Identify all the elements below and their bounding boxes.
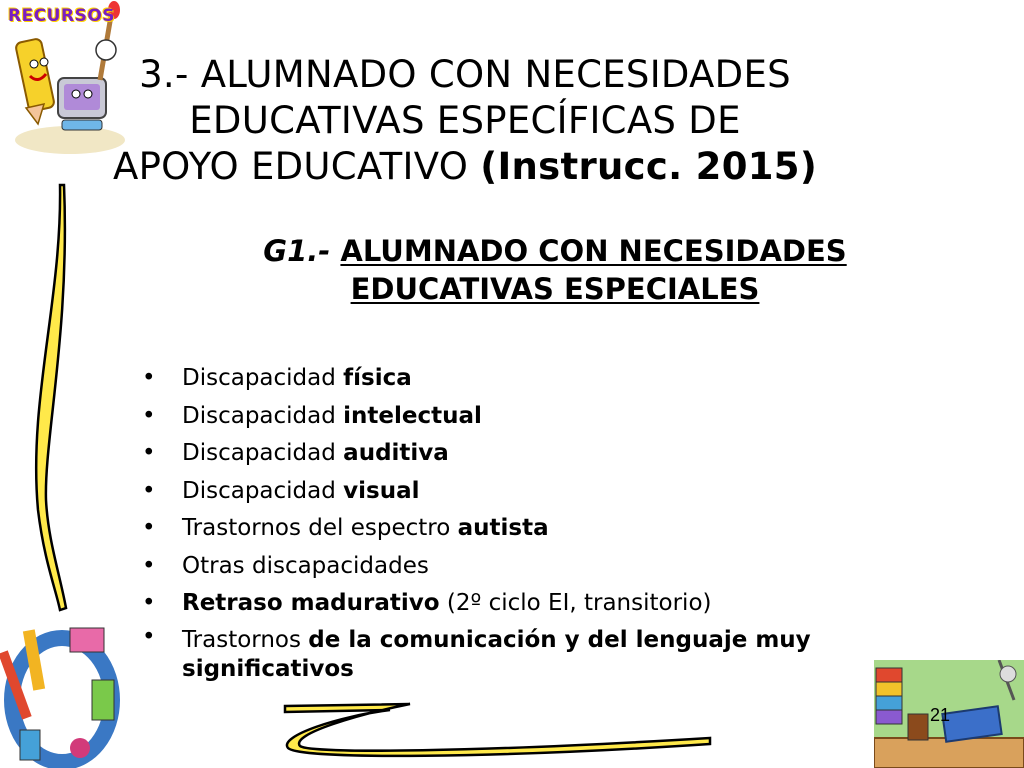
list-item	[140, 585, 880, 623]
logo-text: RECURSOS	[8, 6, 116, 26]
list-item	[140, 510, 880, 548]
list-item-text: Discapacidad	[182, 477, 344, 504]
section-heading-line-2: EDUCATIVAS ESPECIALES	[350, 272, 760, 306]
bullet-list	[140, 360, 880, 684]
list-item	[140, 360, 880, 398]
list-item-bold: visual	[343, 477, 420, 504]
yellow-swoosh-left-icon	[20, 180, 80, 620]
list-item-bold: autista	[457, 515, 549, 541]
list-item	[140, 623, 880, 684]
title-line-2: EDUCATIVAS ESPECÍFICAS DE	[189, 99, 741, 142]
page-number: 21	[930, 705, 951, 725]
list-item-text: Otras discapacidades	[182, 552, 429, 579]
list-item	[140, 473, 880, 511]
list-item-bold: intelectual	[343, 402, 482, 429]
list-item-text: Discapacidad	[182, 440, 344, 466]
slide-title	[70, 52, 860, 190]
list-item-bold: de la comunicación y del lenguaje muy significativos	[182, 626, 811, 682]
list-item	[140, 548, 880, 586]
title-line-3b: (Instrucc. 2015)	[480, 145, 818, 188]
list-item-text: Discapacidad	[182, 402, 344, 429]
list-item-bold: Retraso madurativo	[182, 590, 440, 616]
list-item-bold: auditiva	[343, 440, 449, 466]
list-item-bold: física	[343, 365, 412, 391]
section-heading	[210, 232, 900, 308]
section-code: G1.-	[263, 234, 341, 268]
yellow-swoosh-bottom-icon	[280, 700, 720, 760]
school-supplies-icon	[0, 620, 130, 768]
title-line-1: 3.- ALUMNADO CON NECESIDADES	[139, 53, 791, 96]
title-line-3a: APOYO EDUCATIVO	[112, 145, 481, 188]
list-item	[140, 398, 880, 436]
list-item	[140, 435, 880, 473]
list-item-text: Trastornos del espectro	[182, 515, 458, 541]
list-item-rest: (2º ciclo EI, transitorio)	[439, 590, 712, 616]
section-heading-line-1: ALUMNADO CON NECESIDADES	[340, 234, 847, 268]
list-item-text: Discapacidad	[182, 365, 344, 391]
list-item-text: Trastornos	[182, 626, 309, 653]
